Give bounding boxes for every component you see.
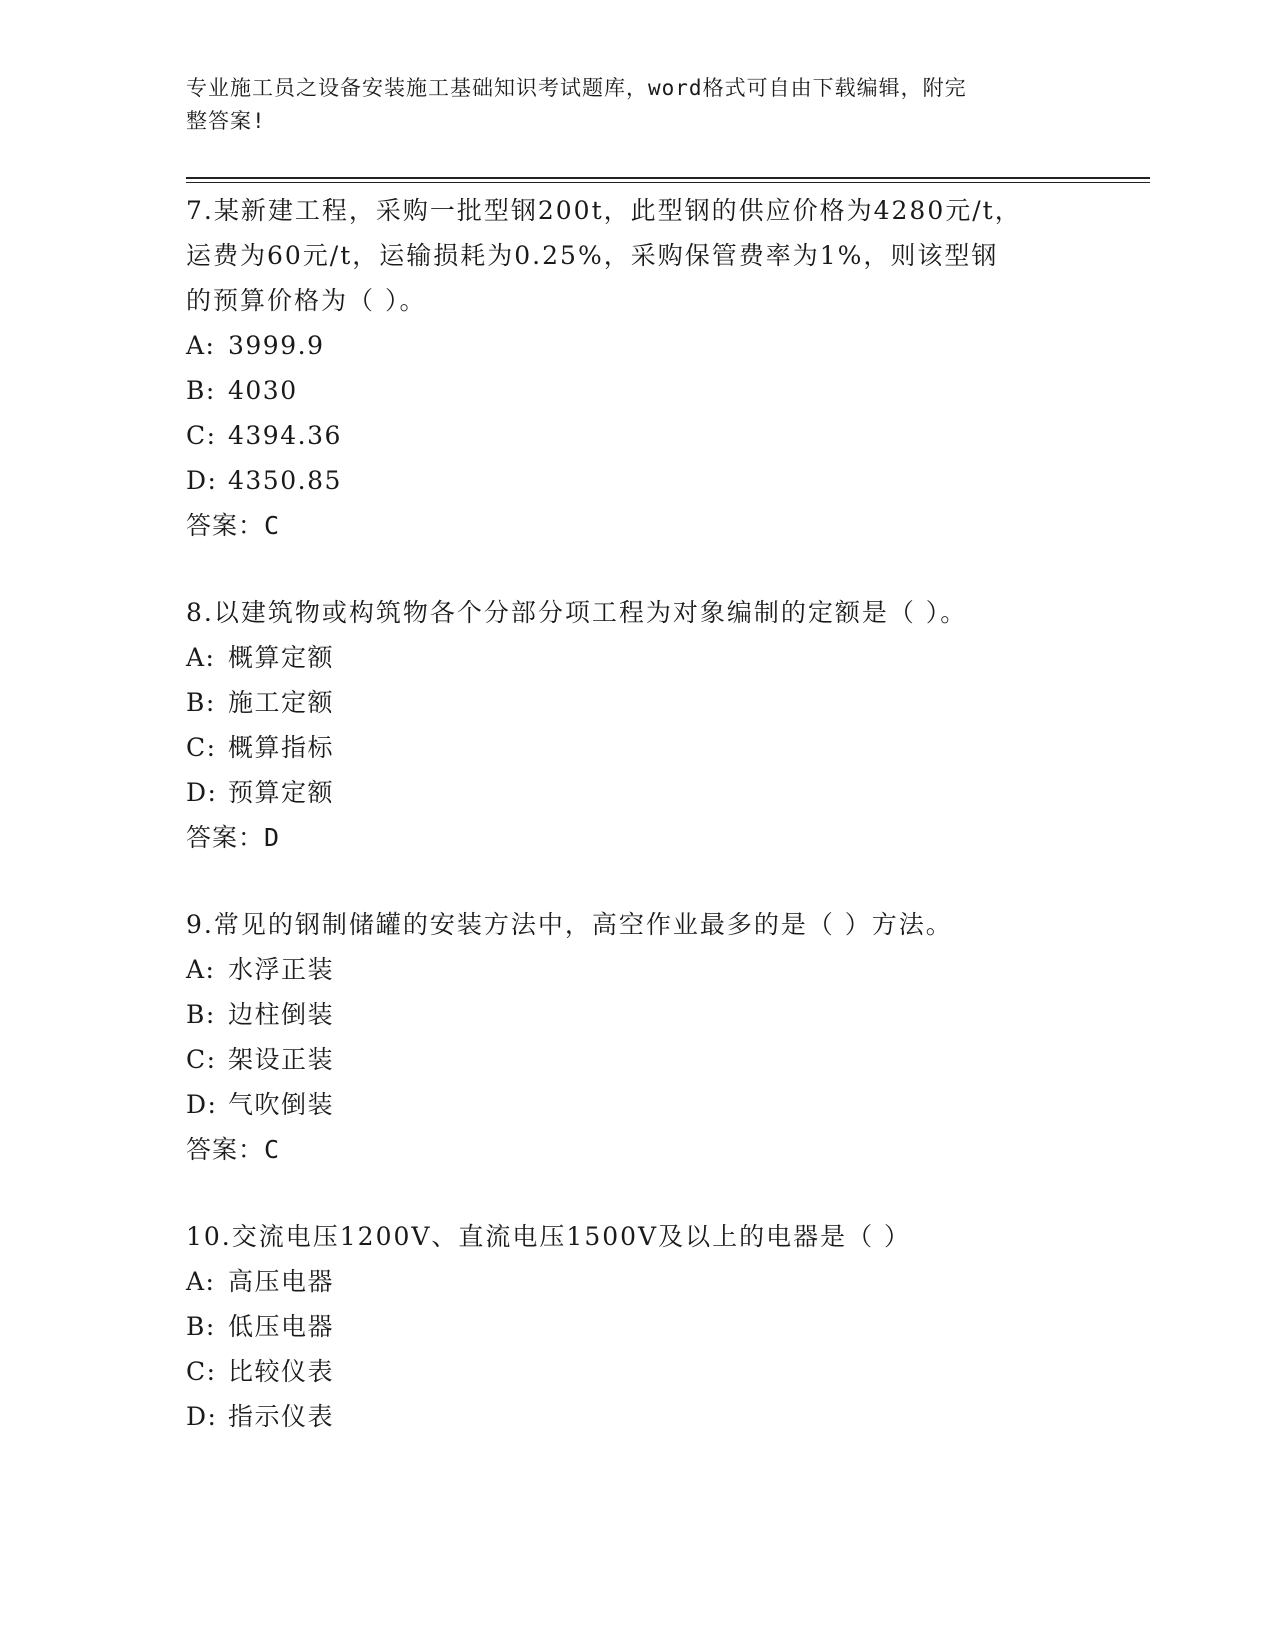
option-text: 预算定额 [228,778,335,807]
option-text: 概算指标 [228,733,335,762]
option-b [186,992,1066,1037]
option-text: 4394.36 [228,421,342,450]
option-key: D: [186,466,218,495]
option-d [186,770,1066,815]
header-divider-thin [186,182,1150,183]
option-key: C: [186,421,217,450]
answer-text: 答案：D [186,823,281,852]
header-line-1: 专业施工员之设备安装施工基础知识考试题库，word格式可自由下载编辑，附完 [186,76,967,100]
option-key: A: [186,955,216,984]
question-text-line: 的预算价格为（ ）。 [186,286,427,315]
option-text: 高压电器 [228,1267,335,1296]
option-d [186,1394,1066,1439]
option-key: B: [186,1000,216,1029]
question-text-line: 运费为60元/t，运输损耗为0.25%，采购保管费率为1%，则该型钢 [186,241,999,270]
answer-text: 答案：C [186,511,281,540]
option-a [186,323,1066,368]
option-text: 比较仪表 [228,1357,335,1386]
option-c [186,413,1066,458]
option-text: 低压电器 [228,1312,335,1341]
option-c [186,725,1066,770]
option-text: 3999.9 [228,331,325,360]
option-key: A: [186,331,216,360]
option-a [186,1259,1066,1304]
option-key: B: [186,1312,216,1341]
option-text: 4350.85 [228,466,342,495]
option-text: 施工定额 [228,688,335,717]
option-text: 边柱倒装 [228,1000,335,1029]
question-9 [186,902,1066,1172]
option-text: 架设正装 [228,1045,335,1074]
option-c [186,1037,1066,1082]
header-divider-thick [186,177,1150,179]
option-key: A: [186,1267,216,1296]
option-key: C: [186,1045,217,1074]
question-list [186,188,1066,1481]
option-key: B: [186,688,216,717]
option-b [186,680,1066,725]
option-d [186,458,1066,503]
option-key: B: [186,376,216,405]
question-text-line: 8.以建筑物或构筑物各个分部分项工程为对象编制的定额是（ ）。 [186,598,968,627]
option-b [186,1304,1066,1349]
question-7 [186,188,1066,548]
option-text: 气吹倒装 [228,1090,335,1119]
document-header [186,72,1066,138]
question-8 [186,590,1066,860]
option-a [186,635,1066,680]
question-10 [186,1214,1066,1439]
answer-text: 答案：C [186,1135,281,1164]
option-text: 4030 [228,376,298,405]
option-c [186,1349,1066,1394]
question-text-line: 10.交流电压1200V、直流电压1500V及以上的电器是（ ） [186,1222,912,1251]
header-line-2: 整答案! [186,109,266,133]
option-key: C: [186,733,217,762]
option-key: D: [186,1402,218,1431]
option-key: A: [186,643,216,672]
option-text: 概算定额 [228,643,335,672]
option-key: C: [186,1357,217,1386]
question-text-line: 7.某新建工程，采购一批型钢200t，此型钢的供应价格为4280元/t， [186,196,1022,225]
option-key: D: [186,1090,218,1119]
option-a [186,947,1066,992]
question-text-line: 9.常见的钢制储罐的安装方法中，高空作业最多的是（ ）方法。 [186,910,953,939]
option-text: 指示仪表 [228,1402,335,1431]
option-key: D: [186,778,218,807]
option-b [186,368,1066,413]
option-d [186,1082,1066,1127]
option-text: 水浮正装 [228,955,335,984]
